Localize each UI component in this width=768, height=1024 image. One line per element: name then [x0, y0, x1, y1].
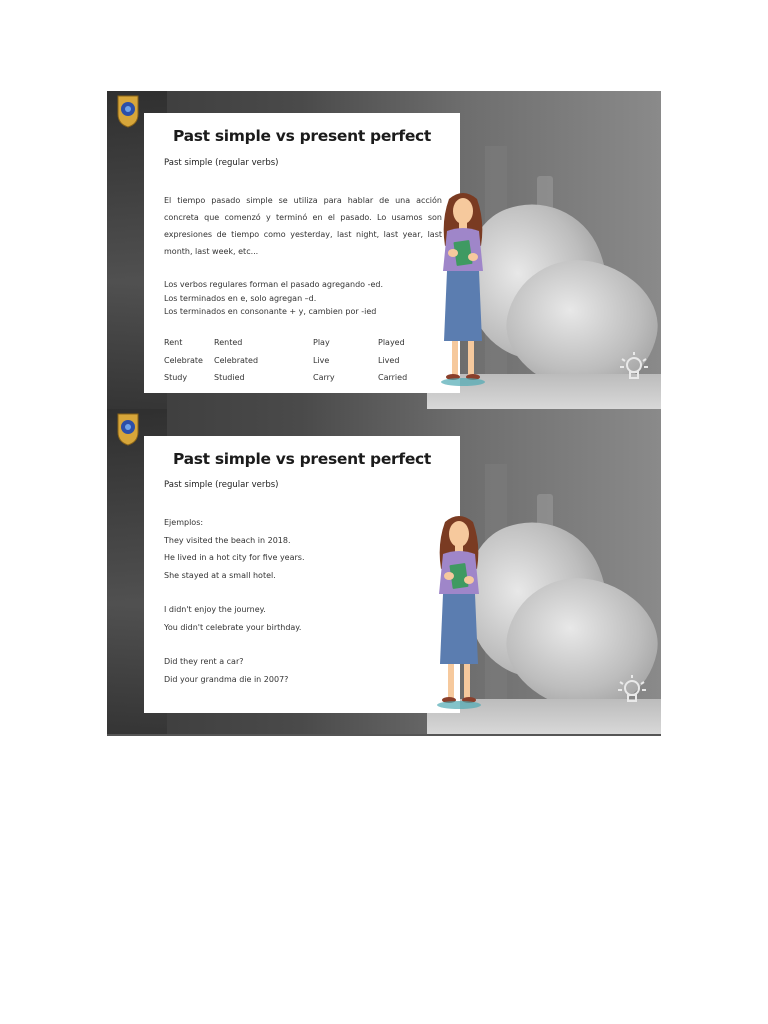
verb-cell: Lived — [378, 355, 400, 365]
example-sentence: I didn't enjoy the journey. — [164, 605, 266, 614]
verb-cell: Play — [313, 338, 330, 348]
slide-1 — [107, 91, 661, 409]
slide-title: Past simple vs present perfect — [172, 450, 432, 468]
slide-subtitle: Past simple (regular verbs) — [164, 480, 279, 490]
table-row — [164, 369, 424, 387]
verb-cell: Rented — [214, 338, 243, 348]
rules-list — [164, 278, 383, 319]
teacher-illustration — [433, 191, 493, 391]
verb-cell: Studied — [214, 373, 245, 383]
verb-cell: Carried — [378, 373, 408, 383]
verb-cell: Played — [378, 338, 405, 348]
examples-label: Ejemplos: — [164, 518, 204, 527]
content-card — [144, 436, 460, 713]
school-crest-icon — [116, 94, 140, 128]
slide-2 — [107, 409, 661, 736]
verb-cell: Live — [313, 355, 330, 365]
rule-line: Los terminados en e, solo agregan –d. — [164, 293, 317, 303]
example-sentence: He lived in a hot city for five years. — [164, 553, 305, 562]
lightbulb-icon[interactable] — [617, 674, 647, 712]
examples-list — [164, 514, 305, 688]
example-sentence: She stayed at a small hotel. — [164, 570, 276, 580]
spacer — [164, 636, 305, 653]
spacer — [164, 584, 305, 601]
verb-cell: Carry — [313, 373, 335, 383]
teacher-illustration — [429, 514, 489, 714]
slide-title: Past simple vs present perfect — [172, 127, 432, 145]
example-sentence: Did they rent a car? — [164, 657, 244, 666]
school-crest-icon — [116, 412, 140, 446]
example-sentence: Did your grandma die in 2007? — [164, 674, 289, 684]
example-sentence: You didn't celebrate your birthday. — [164, 622, 302, 632]
verb-cell: Study — [164, 373, 188, 383]
rule-line: Los verbos regulares forman el pasado agregando -ed. — [164, 280, 384, 289]
verb-cell: Rent — [164, 338, 183, 348]
verb-cell: Celebrated — [214, 355, 259, 365]
rule-line: Los terminados en consonante + y, cambien por -ied — [164, 307, 377, 316]
table-row — [164, 352, 424, 370]
verb-cell: Celebrate — [164, 355, 203, 365]
explanation-paragraph: El tiempo pasado simple se utiliza para hablar de una acción concreta que comenzó y terminó en el pasado. Lo usamos son expresiones de tiempo como yesterday, last night, last year, last month, last week, etc... — [164, 196, 442, 256]
verb-table — [164, 334, 424, 387]
content-card — [144, 113, 460, 393]
slide-subtitle: Past simple (regular verbs) — [164, 158, 279, 168]
example-sentence: They visited the beach in 2018. — [164, 535, 291, 545]
lightbulb-icon[interactable] — [619, 351, 649, 389]
table-row — [164, 334, 424, 352]
